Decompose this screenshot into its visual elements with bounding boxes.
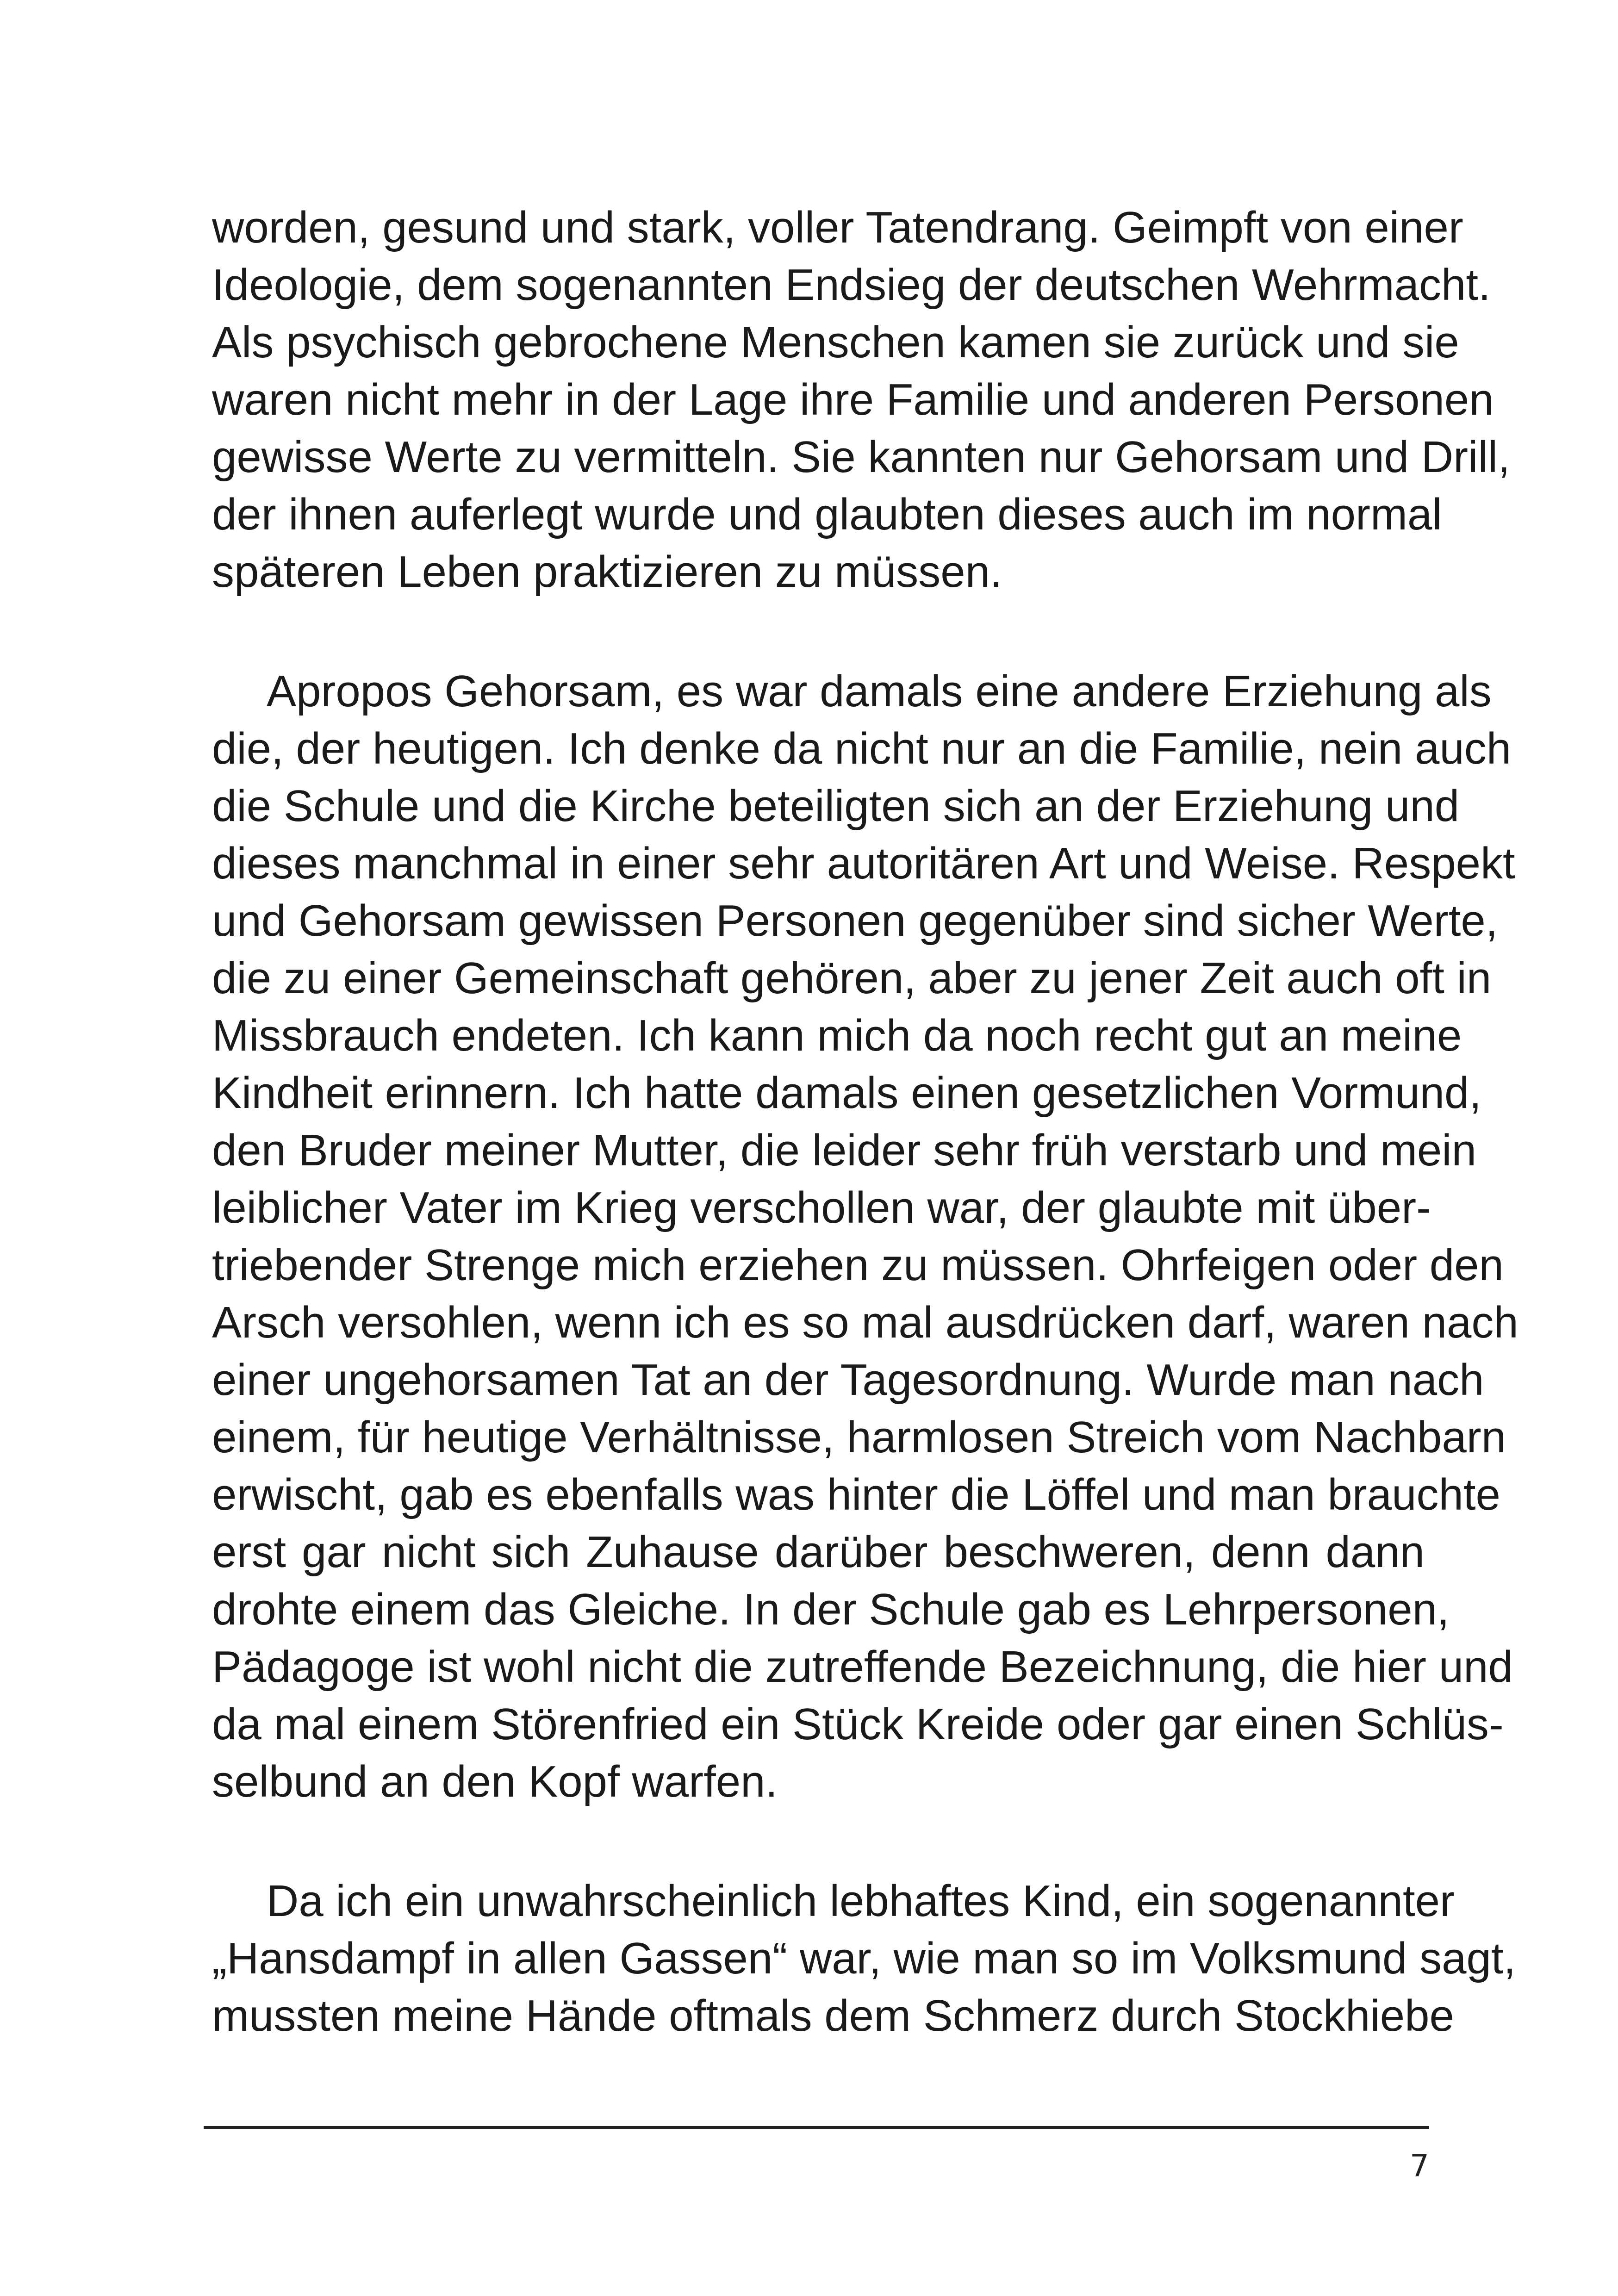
text-line: selbund an den Kopf warfen. [212, 1757, 778, 1806]
text-line: und Gehorsam gewissen Personen gegenüber sind sicher Werte, [212, 896, 1498, 946]
text-line: Da ich ein unwahrscheinlich lebhaftes Kind, ein sogenannter [267, 1876, 1455, 1926]
text-line: einer ungehorsamen Tat an der Tagesordnung. Wurde man nach [212, 1355, 1484, 1405]
text-line: Kindheit erinnern. Ich hatte damals einen gesetzlichen Vormund, [212, 1068, 1482, 1118]
body-text [212, 199, 1518, 2045]
paragraph-2 [212, 663, 1518, 1811]
paragraph-spacer [212, 601, 1425, 663]
text-line: Als psychisch gebrochene Menschen kamen sie zurück und sie [212, 317, 1459, 367]
paragraph-1 [212, 199, 1510, 601]
text-line: den Bruder meiner Mutter, die leider sehr früh verstarb und mein [212, 1126, 1477, 1175]
text-line: mussten meine Hände oftmals dem Schmerz durch Stockhiebe [212, 1991, 1454, 2041]
text-line: Missbrauch endeten. Ich kann mich da noch recht gut an meine [212, 1011, 1462, 1060]
text-line: der ihnen auferlegt wurde und glaubten dieses auch im normal [212, 490, 1442, 539]
paragraph-3 [212, 1873, 1516, 2045]
text-line: da mal einem Störenfried ein Stück Kreide oder gar einen Schlüs- [212, 1699, 1504, 1749]
text-line: späteren Leben praktizieren zu müssen. [212, 547, 1002, 597]
text-line: die zu einer Gemeinschaft gehören, aber zu jener Zeit auch oft in [212, 953, 1492, 1003]
text-line: leiblicher Vater im Krieg verschollen war, der glaubte mit über- [212, 1183, 1431, 1232]
text-line: die Schule und die Kirche beteiligten sich an der Erziehung und [212, 781, 1460, 831]
text-line: Arsch versohlen, wenn ich es so mal ausdrücken darf, waren nach [212, 1298, 1518, 1347]
page-number: 7 [1410, 2148, 1429, 2184]
text-line: triebender Strenge mich erziehen zu müssen. Ohrfeigen oder den [212, 1240, 1504, 1290]
text-line: worden, gesund und stark, voller Tatendrang. Geimpft von einer [212, 203, 1463, 252]
text-line: Pädagoge ist wohl nicht die zutreffende Bezeichnung, die hier und [212, 1642, 1513, 1692]
text-line: „Hansdampf in allen Gassen“ war, wie man so im Volksmund sagt, [212, 1934, 1516, 1983]
text-line: dieses manchmal in einer sehr autoritären Art und Weise. Respekt [212, 839, 1515, 888]
text-line: Ideologie, dem sogenannten Endsieg der deutschen Wehrmacht. [212, 260, 1491, 310]
text-line: waren nicht mehr in der Lage ihre Familie und anderen Personen [212, 375, 1494, 424]
text-line: die, der heutigen. Ich denke da nicht nur an die Familie, nein auch [212, 724, 1512, 773]
text-line: gewisse Werte zu vermitteln. Sie kannten nur Gehorsam und Drill, [212, 432, 1510, 482]
text-line: erwischt, gab es ebenfalls was hinter die Löffel und man brauchte [212, 1470, 1500, 1519]
footer-divider [204, 2126, 1429, 2129]
text-line: Apropos Gehorsam, es war damals eine andere Erziehung als [267, 666, 1492, 716]
paragraph-spacer [212, 1811, 1425, 1873]
text-line: einem, für heutige Verhältnisse, harmlosen Streich vom Nachbarn [212, 1412, 1506, 1462]
text-line: erst gar nicht sich Zuhause darüber beschweren, denn dann [212, 1527, 1425, 1577]
text-line: drohte einem das Gleiche. In der Schule gab es Lehrpersonen, [212, 1585, 1450, 1634]
